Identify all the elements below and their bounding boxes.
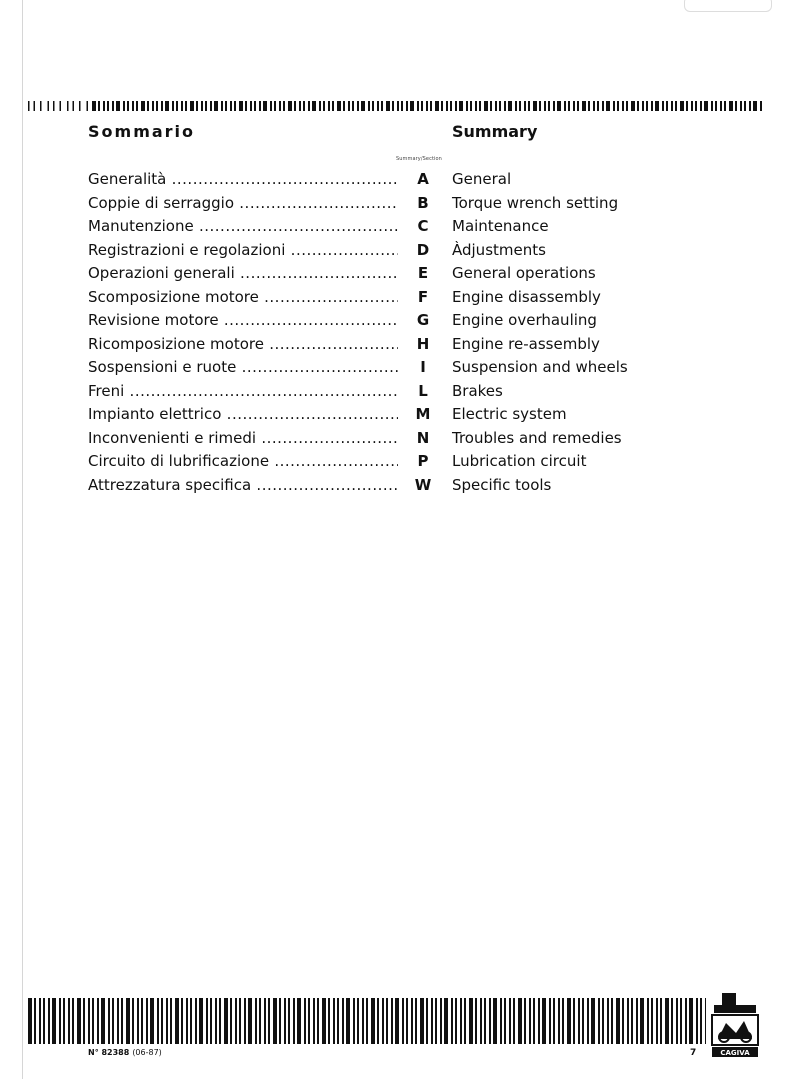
toc-row [88, 450, 648, 474]
toc-italian-title: Freni ..... [88, 380, 398, 404]
toc-italian-title: Attrezzatura specifica ..... [88, 474, 398, 498]
top-barcode-strip [28, 101, 764, 111]
toc-italian-title: Generalità ..... [88, 168, 398, 192]
toc-section-letter: C [417, 217, 429, 235]
toc-section-letter: M [415, 405, 431, 423]
toc-english-title: General [452, 170, 512, 188]
toc-section-letter: P [417, 452, 429, 470]
toc-section-letter: H [416, 334, 430, 353]
toc-english-title: Suspension and wheels [452, 358, 628, 376]
toc-row [88, 286, 648, 310]
toc-italian-title: Registrazioni e regolazioni ..... [88, 239, 398, 263]
toc-row [88, 215, 648, 239]
document-number [88, 1048, 162, 1057]
toc-english-title: Troubles and remedies [452, 428, 622, 447]
toc-english-title: Engine disassembly [452, 287, 601, 306]
toc-italian-title: Revisione motore ..... [88, 309, 398, 333]
toc-row [88, 309, 648, 333]
toc-english-title: Torque wrench setting [452, 193, 619, 212]
toc-italian-title: Operazioni generali ..... [88, 262, 398, 286]
toc-row [88, 168, 648, 192]
toc-section-letter: I [420, 358, 426, 376]
corner-tab [684, 0, 772, 12]
toc-italian-title: Ricomposizione motore ..... [88, 333, 398, 357]
toc-italian-title: Manutenzione ..... [88, 215, 398, 239]
heading-italian: Sommario [88, 122, 196, 141]
toc-english-title: General operations [452, 264, 596, 282]
toc-italian-title: Sospensioni e ruote ..... [88, 356, 398, 380]
toc-section-letter: B [417, 193, 429, 212]
cagiva-logo-icon [706, 993, 764, 1059]
toc-english-title: Engine re-assembly [452, 334, 600, 353]
toc-row [88, 239, 648, 263]
document-date: (06-87) [132, 1048, 162, 1057]
bottom-barcode-strip [28, 998, 706, 1044]
section-column-label: Summary/Section [396, 156, 442, 162]
toc-row [88, 427, 648, 451]
toc-italian-title: Circuito di lubrificazione ..... [88, 450, 398, 474]
toc-section-letter: F [417, 287, 429, 306]
toc-row [88, 403, 648, 427]
toc-row [88, 333, 648, 357]
toc-row [88, 262, 648, 286]
heading-english: Summary [452, 122, 538, 141]
toc-italian-title: Scomposizione motore ..... [88, 286, 398, 310]
toc-section-letter: G [416, 311, 430, 329]
toc-english-title: Electric system [452, 405, 567, 423]
toc-row [88, 380, 648, 404]
toc-english-title: Engine overhauling [452, 311, 597, 329]
toc-row [88, 356, 648, 380]
toc-english-title: Brakes [452, 381, 503, 400]
toc-section-letter: N [416, 428, 430, 447]
svg-text:CAGIVA: CAGIVA [720, 1049, 750, 1057]
toc-section-letter: E [417, 264, 429, 282]
toc-english-title: Lubrication circuit [452, 452, 587, 470]
table-of-contents [88, 168, 648, 497]
toc-english-title: Maintenance [452, 217, 549, 235]
toc-row [88, 192, 648, 216]
page-number: 7 [690, 1048, 697, 1058]
toc-italian-title: Impianto elettrico ..... [88, 403, 398, 427]
toc-section-letter: A [417, 170, 429, 188]
toc-section-letter: W [414, 475, 432, 494]
toc-italian-title: Coppie di serraggio ..... [88, 192, 398, 216]
document-code: N° 82388 [88, 1048, 130, 1057]
toc-section-letter: D [416, 240, 430, 259]
toc-english-title: Àdjustments [452, 240, 546, 259]
toc-italian-title: Inconvenienti e rimedi ..... [88, 427, 398, 451]
toc-section-letter: L [418, 381, 428, 400]
toc-row [88, 474, 648, 498]
toc-english-title: Specific tools [452, 475, 552, 494]
